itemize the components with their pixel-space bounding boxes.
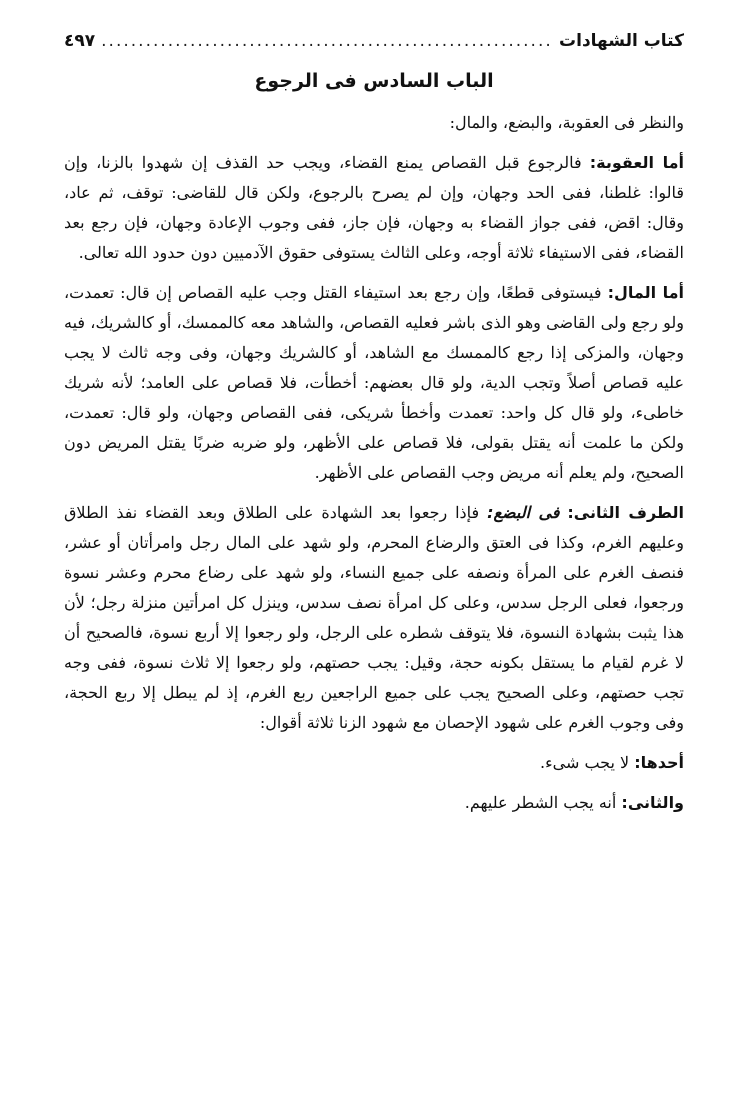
- first-opinion-label: أحدها:: [634, 753, 684, 772]
- intro-paragraph: [64, 108, 684, 138]
- marriage-heading: الطرف الثانى:: [567, 503, 685, 522]
- leader-dots: [101, 28, 553, 54]
- punishment-heading: أما العقوبة:: [589, 153, 684, 172]
- book-title: كتاب الشهادات: [559, 31, 684, 51]
- property-heading: أما المال:: [607, 283, 684, 302]
- second-opinion: [64, 788, 684, 818]
- marriage-text: فإذا رجعوا بعد الشهادة على الطلاق وبعد القضاء نفذ الطلاق وعليهم الغرم، وكذا فى العتق والرضاع المحرم، ولو شهد على المال رجل وامرأتان أو عشر، فنصف الغرم على المرأة ونصفه على جميع النساء، ولو شهد على رضاع محرم وعشر نسوة ورجعوا، فعلى الرجل سدس، وعلى كل امرأة نصف سدس، وينزل كل امرأتين منزلة رجل؛ لأن هذا يثبت بشهادة النسوة، فلا يتوقف شطره على الرجل، ولو رجعوا إلا أربع نسوة، فالصحيح أن لا غرم لقيام ما يستقل بكونه حجة، وقيل: يجب حصتهم، ولو رجعوا إلا ثلاث نسوة، ففى وجه تجب حصتهم، وعلى الصحيح يجب على جميع الراجعين ربع الغرم، إذ لم يبطل إلا ربع الحجة، وفى وجوب الغرم على شهود الإحصان مع شهود الزنا ثلاثة أقوال:: [64, 503, 685, 732]
- intro-text: والنظر فى العقوبة، والبضع، والمال:: [449, 113, 684, 132]
- marriage-subheading: فى البضع:: [487, 503, 560, 522]
- property-text: فيستوفى قطعًا، وإن رجع بعد استيفاء القتل وجب عليه القصاص إن قال: تعمدت، ولو رجع ولى القاضى وهو الذى باشر فعليه القصاص، والشاهد معه كالممسك، أو كالشريك، فيه وجهان، والمزكى إذا رجع كالممسك مع الشاهد، أو كالشريك وجهان، وفى وجه ثالث لا يجب عليه قصاص أصلاً وتجب الدية، ولو قال بعضهم: أخطأت، فلا قصاص على العامد؛ لأنه شريك خاطىء، ولو قال كل واحد: تعمدت وأخطأ شريكى، ففى القصاص وجهان، ولو قال: تعمدت، ولكن ما علمت أنه يقتل بقولى، فلا قصاص على الأظهر، ولو ضربه ضربًا يقتل المريض دون الصحيح، ولم يعلم أنه مريض وجب القصاص على الأظهر.: [64, 283, 684, 482]
- punishment-paragraph: [64, 148, 684, 268]
- chapter-title: الباب السادس فى الرجوع: [254, 70, 494, 92]
- second-opinion-text: أنه يجب الشطر عليهم.: [464, 793, 617, 812]
- punishment-text: فالرجوع قبل القصاص يمنع القضاء، ويجب حد القذف إن شهدوا بالزنا، وإن قالوا: غلطنا، ففى الحد وجهان، وإن لم يصرح بالرجوع، ولكن قال للقاضى: توقف، ثم عاد، وقال: اقض، ففى جواز القضاء به وجهان، فإن جاز، ففى وجوب الإعادة وجهان، فإن رجع بعد القضاء، ففى الاستيفاء ثلاثة أوجه، وعلى الثالث يستوفى حقوق الآدميين دون حدود الله تعالى.: [64, 153, 685, 262]
- first-opinion-text: لا يجب شىء.: [540, 753, 630, 772]
- running-header: [64, 28, 684, 54]
- first-opinion: [64, 748, 684, 778]
- second-opinion-label: والثانى:: [621, 793, 684, 812]
- property-paragraph: [64, 278, 684, 488]
- page-number: ٤٩٧: [64, 31, 96, 51]
- marriage-paragraph: [64, 498, 684, 738]
